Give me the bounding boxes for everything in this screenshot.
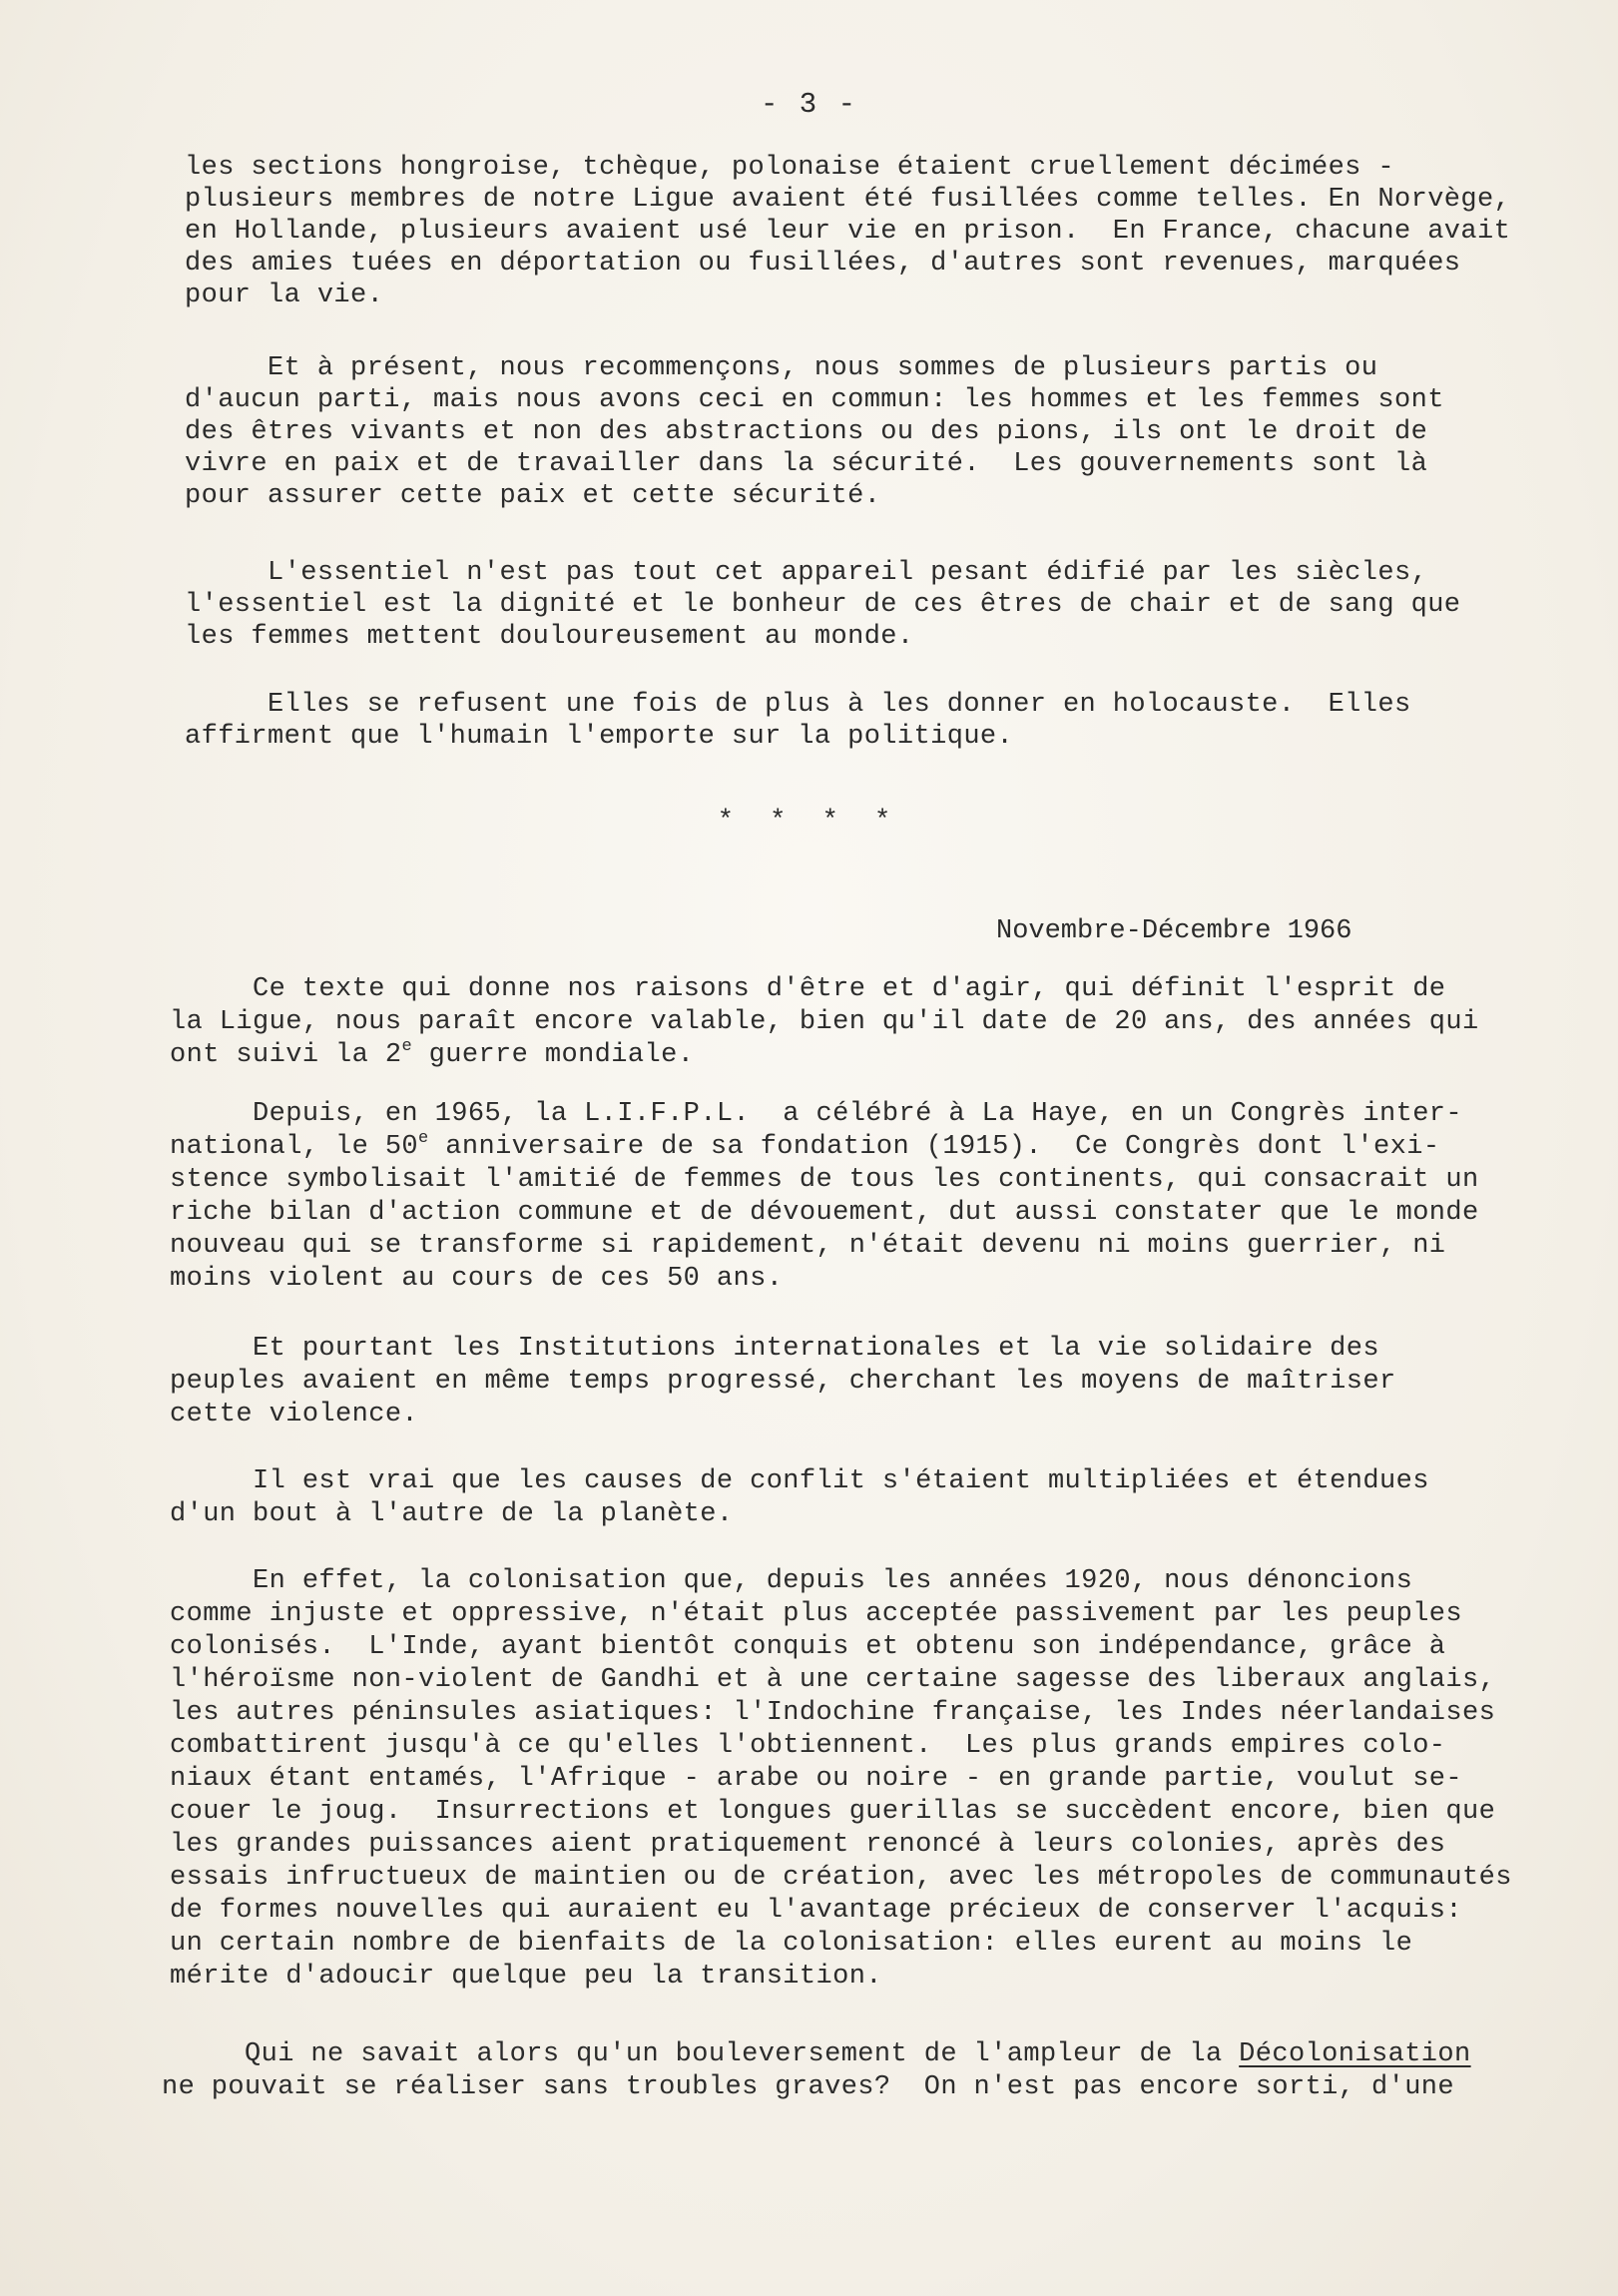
text-line: des amies tuées en déportation ou fusillées, d'autres sont revenues, marquées (185, 249, 1461, 279)
text-line: moins violent au cours de ces 50 ans. (170, 1264, 784, 1294)
text-line: colonisés. L'Inde, ayant bientôt conquis et obtenu son indépendance, grâce à (170, 1632, 1446, 1662)
page-number: - 3 - (760, 88, 857, 121)
text-line: d'un bout à l'autre de la planète. (170, 1499, 734, 1529)
text-line: Et pourtant les Institutions internationales et la vie solidaire des (170, 1334, 1379, 1364)
text-line: ne pouvait se réaliser sans troubles graves? On n'est pas encore sorti, d'une (162, 2072, 1455, 2102)
text-line: peuples avaient en même temps progressé, cherchant les moyens de maîtriser (170, 1367, 1396, 1397)
text-line: les femmes mettent douloureusement au monde. (185, 622, 914, 652)
text-line: mérite d'adoucir quelque peu la transition. (170, 1962, 882, 1992)
text-line: plusieurs membres de notre Ligue avaient été fusillées comme telles. En Norvège, (185, 185, 1511, 215)
section-separator: * * * * (717, 807, 901, 837)
text-line: pour la vie. (185, 281, 384, 310)
text-line: cette violence. (170, 1400, 419, 1430)
text-line: comme injuste et oppressive, n'était plus acceptée passivement par les peuples (170, 1599, 1463, 1629)
text-line: la Ligue, nous paraît encore valable, bien qu'il date de 20 ans, des années qui (170, 1007, 1479, 1037)
text-line: essais infructueux de maintien ou de création, avec les métropoles de communautés (170, 1863, 1512, 1893)
text-line: combattirent jusqu'à ce qu'elles l'obtiennent. Les plus grands empires colo- (170, 1731, 1446, 1761)
text-span: anniversaire de sa fondation (1915). Ce Congrès dont l'exi- (428, 1132, 1440, 1162)
text-line: l'héroïsme non-violent de Gandhi et à une certaine sagesse des liberaux anglais, (170, 1665, 1496, 1695)
text-line: d'aucun parti, mais nous avons ceci en commun: les hommes et les femmes sont (185, 385, 1444, 415)
text-span: ont suivi la 2 (170, 1040, 402, 1070)
text-line: pour assurer cette paix et cette sécurité. (185, 481, 881, 511)
text-line: En effet, la colonisation que, depuis les années 1920, nous dénoncions (170, 1566, 1413, 1596)
text-line: les grandes puissances aient pratiquement renoncé à leurs colonies, après des (170, 1830, 1446, 1860)
text-line: vivre en paix et de travailler dans la sécurité. Les gouvernements sont là (185, 449, 1428, 479)
text-line: Ce texte qui donne nos raisons d'être et d'agir, qui définit l'esprit de (170, 974, 1446, 1004)
text-line: en Hollande, plusieurs avaient usé leur vie en prison. En France, chacune avait (185, 217, 1511, 247)
text-line: stence symbolisait l'amitié de femmes de tous les continents, qui consacrait un (170, 1165, 1479, 1195)
text-line: Elles se refusent une fois de plus à les donner en holocauste. Elles (185, 690, 1411, 720)
text-line: niaux étant entamés, l'Afrique - arabe ou noire - en grande partie, voulut se- (170, 1764, 1463, 1794)
superscript: e (418, 1129, 429, 1148)
text-line: L'essentiel n'est pas tout cet appareil pesant édifié par les siècles, (185, 558, 1428, 588)
text-span: guerre mondiale. (412, 1040, 695, 1070)
text-line: de formes nouvelles qui auraient eu l'avantage précieux de conserver l'acquis: (170, 1896, 1463, 1926)
text-line: Depuis, en 1965, la L.I.F.P.L. a célébré à La Haye, en un Congrès inter- (170, 1099, 1463, 1129)
text-line: Il est vrai que les causes de conflit s'étaient multipliées et étendues (170, 1466, 1429, 1496)
text-line: couer le joug. Insurrections et longues guerillas se succèdent encore, bien que (170, 1797, 1496, 1827)
text-span: Qui ne savait alors qu'un bouleversement de l'ampleur de la (162, 2039, 1240, 2069)
text-line: riche bilan d'action commune et de dévouement, dut aussi constater que le monde (170, 1198, 1479, 1228)
text-line (162, 2038, 1471, 2070)
text-line: affirment que l'humain l'emporte sur la politique. (185, 722, 1014, 752)
text-line (170, 1131, 1439, 1163)
superscript: e (401, 1037, 413, 1056)
text-line: Et à présent, nous recommençons, nous sommes de plusieurs partis ou (185, 353, 1378, 383)
text-line: nouveau qui se transforme si rapidement, n'était devenu ni moins guerrier, ni (170, 1231, 1446, 1261)
text-line: des êtres vivants et non des abstractions ou des pions, ils ont le droit de (185, 417, 1428, 447)
text-line: les autres péninsules asiatiques: l'Indochine française, les Indes néerlandaises (170, 1698, 1496, 1728)
text-line (170, 1039, 694, 1071)
text-line: l'essentiel est la dignité et le bonheur de ces êtres de chair et de sang que (185, 590, 1461, 620)
section-date: Novembre-Décembre 1966 (996, 916, 1352, 946)
text-line: les sections hongroise, tchèque, polonaise étaient cruellement décimées - (185, 153, 1394, 183)
text-line: un certain nombre de bienfaits de la colonisation: elles eurent au moins le (170, 1929, 1413, 1959)
text-span: national, le 50 (170, 1132, 419, 1162)
underlined-word: Décolonisation (1239, 2039, 1471, 2069)
